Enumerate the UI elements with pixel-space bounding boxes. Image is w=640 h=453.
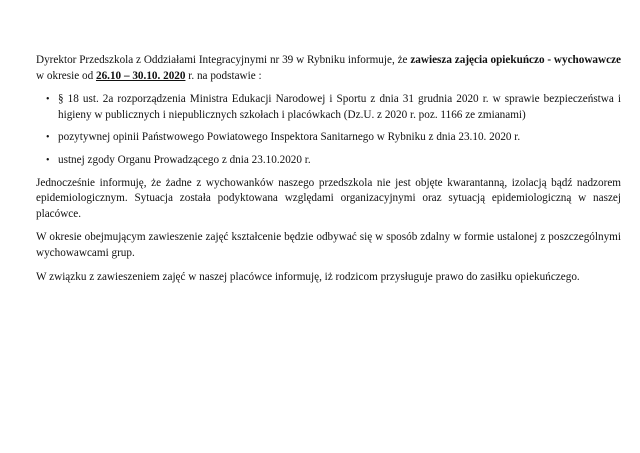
bullet-icon: • [46,132,50,144]
care-allowance-paragraph: W związku z zawieszeniem zajęć w naszej placówce informuję, iż rodzicom przysługuje prawo do zasiłku opiekuńczego. [36,270,580,283]
suspension-phrase: zawiesza zajęcia opiekuńczo - wychowawcze [410,54,622,66]
intro-text-part3: r. na podstawie : [185,69,262,82]
list-item-sanitary-opinion [46,130,621,146]
list-item-text: pozytywnej opinii Państwowego Powiatowego Inspektora Sanitarnego w Rybniku z dnia 23.10. 2020 r. [58,131,521,144]
intro-paragraph [36,53,621,84]
remote-learning-paragraph: W okresie obejmującym zawieszenie zajęć kształcenie będzie odbywać się w sposób zdalny w formie ustalonej z poszczególnymi wychowawcami grup. [36,231,621,259]
list-item-text: ustnej zgody Organu Prowadzącego z dnia 23.10.2020 r. [58,153,311,166]
suspension-dates: 26.10 – 30.10. 2020 [95,69,186,82]
list-item-regulation [46,92,621,123]
quarantine-paragraph: Jednocześnie informuję, że żadne z wychowanków naszego przedszkola nie jest objęte kwarantanną, izolacją bądź nadzorem epidemiologicznym. Sytuacja została podyktowana względami organizacyjnymi oraz sytuacją epidemiologiczną w naszej placówce. [36,176,621,220]
list-item-text: § 18 ust. 2a rozporządzenia Ministra Edukacji Narodowej i Sportu z dnia 31 grudnia 2020 r. w sprawie bezpieczeństwa i higieny w publicznych i niepublicznych szkołach i placówkach (Dz.U. z 2020 r. poz. 1166 ze zmianami) [58,93,621,121]
bullet-icon: • [46,154,50,166]
intro-text-part2: w okresie od [36,69,96,82]
list-item-authority-consent [46,153,621,169]
document-body [36,53,621,293]
bullet-icon: • [46,94,50,106]
intro-text-part1: Dyrektor Przedszkola z Oddziałami Integracyjnymi nr 39 w Rybniku informuje, że [36,54,411,66]
legal-basis-list [36,92,621,168]
